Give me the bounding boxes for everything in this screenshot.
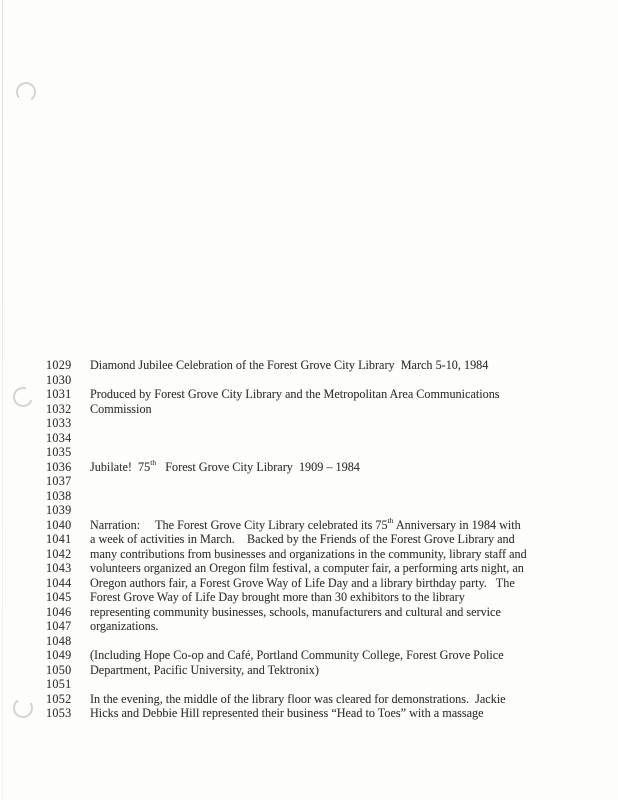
hole-punch-middle — [10, 384, 37, 411]
line-number: 1052 — [46, 691, 72, 706]
line-text: Department, Pacific University, and Tektronix) — [90, 662, 319, 677]
transcript-line — [46, 648, 586, 663]
line-text: Forest Grove Way of Life Day brought more than 30 exhibitors to the library — [90, 590, 465, 604]
line-number: 1050 — [46, 662, 72, 677]
line-text: Diamond Jubilee Celebration of the Forest Grove City Library March 5-10, 1984 — [90, 358, 489, 372]
transcript-line — [46, 547, 586, 562]
line-number: 1045 — [46, 590, 72, 604]
line-text: representing community businesses, schools, manufacturers and cultural and service — [90, 604, 501, 619]
transcript-text-block — [46, 358, 586, 721]
transcript-line — [46, 576, 586, 591]
line-text: In the evening, the middle of the library floor was cleared for demonstrations. Jackie — [90, 691, 506, 706]
line-number: 1031 — [46, 387, 72, 401]
transcript-line — [46, 416, 586, 431]
line-number: 1041 — [46, 532, 72, 546]
transcript-line — [46, 402, 586, 417]
line-number: 1053 — [46, 706, 72, 720]
line-number: 1042 — [46, 546, 72, 561]
transcript-line — [46, 503, 586, 518]
line-number: 1043 — [46, 561, 72, 575]
line-text: many contributions from businesses and organizations in the community, library staff and — [90, 546, 527, 561]
line-text: (Including Hope Co-op and Café, Portland Community College, Forest Grove Police — [90, 648, 504, 662]
transcript-line — [46, 474, 586, 489]
transcript-line — [46, 706, 586, 721]
line-text: Commission — [90, 401, 152, 416]
line-number: 1040 — [46, 517, 72, 532]
transcript-line — [46, 532, 586, 547]
line-number: 1037 — [46, 474, 72, 488]
scan-edge-line — [2, 0, 3, 800]
line-number: 1029 — [46, 358, 72, 372]
line-text: a week of activities in March. Backed by the Friends of the Forest Grove Library and — [90, 532, 515, 546]
line-number: 1033 — [46, 416, 72, 430]
line-number: 1048 — [46, 633, 72, 648]
transcript-line — [46, 387, 586, 402]
line-text: organizations. — [90, 619, 159, 633]
transcript-line — [46, 489, 586, 504]
transcript-line — [46, 515, 586, 533]
line-number: 1030 — [46, 372, 72, 387]
transcript-line — [46, 431, 586, 446]
transcript-line — [46, 358, 586, 373]
transcript-line — [46, 561, 586, 576]
line-text: Hicks and Debbie Hill represented their business “Head to Toes” with a massage — [90, 706, 484, 720]
transcript-line — [46, 605, 586, 620]
line-text: Narration: The Forest Grove City Library celebrated its 75th Anniversary in 1984 with — [90, 515, 521, 532]
hole-punch-top — [15, 81, 38, 104]
line-number: 1049 — [46, 648, 72, 662]
line-text: Produced by Forest Grove City Library and the Metropolitan Area Communications — [90, 387, 500, 401]
line-number: 1047 — [46, 619, 72, 633]
transcript-line — [46, 445, 586, 460]
line-number: 1038 — [46, 488, 72, 503]
line-number: 1036 — [46, 459, 72, 474]
transcript-line — [46, 677, 586, 692]
transcript-line — [46, 590, 586, 605]
transcript-line — [46, 663, 586, 678]
line-number: 1051 — [46, 677, 72, 691]
line-text: volunteers organized an Oregon film festival, a computer fair, a performing arts night, an — [90, 561, 524, 575]
line-number: 1039 — [46, 503, 72, 517]
transcript-line — [46, 634, 586, 649]
line-number: 1046 — [46, 604, 72, 619]
line-text: Oregon authors fair, a Forest Grove Way of Life Day and a library birthday party. The — [90, 575, 515, 590]
transcript-line — [46, 619, 586, 634]
transcript-line — [46, 373, 586, 388]
line-number: 1032 — [46, 401, 72, 416]
line-number: 1044 — [46, 575, 72, 590]
transcript-line — [46, 457, 586, 475]
line-text: Jubilate! 75th Forest Grove City Library 1909 – 1984 — [90, 457, 360, 474]
transcript-line — [46, 692, 586, 707]
hole-punch-bottom — [11, 696, 35, 720]
line-number: 1034 — [46, 430, 72, 445]
line-number: 1035 — [46, 445, 72, 459]
